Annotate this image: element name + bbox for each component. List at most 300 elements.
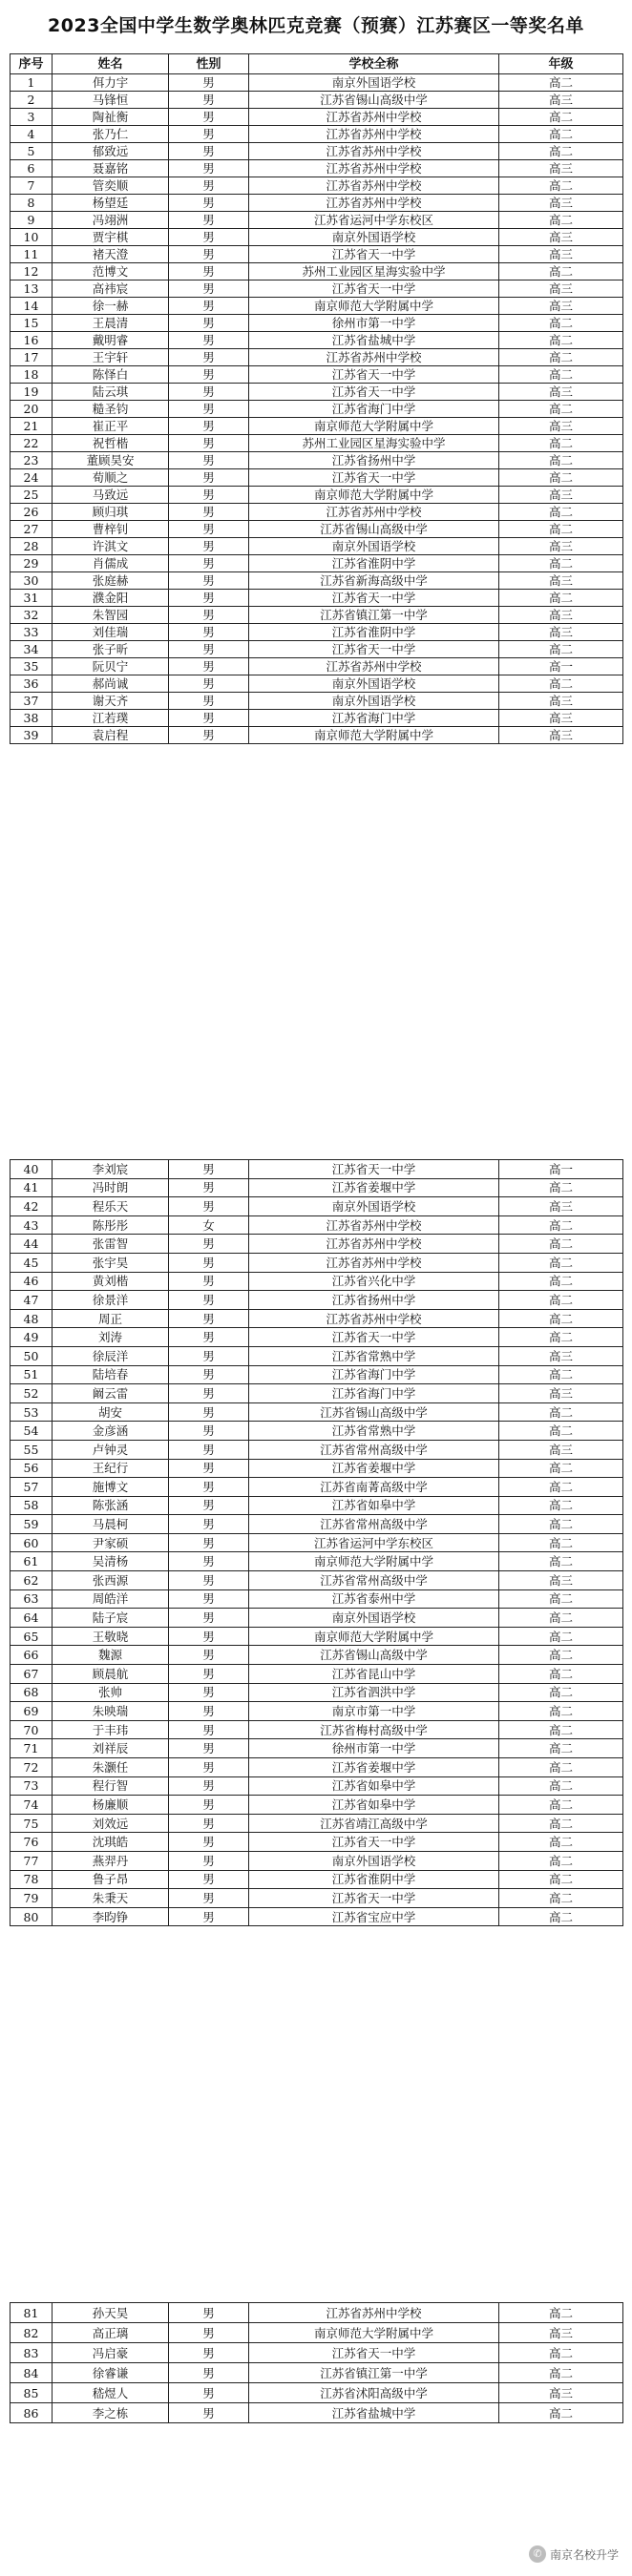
cell-gender: 男 — [169, 1402, 249, 1422]
cell-grade: 高二 — [499, 1833, 623, 1852]
cell-school: 徐州市第一中学 — [249, 315, 499, 332]
cell-school: 南京师范大学附属中学 — [249, 298, 499, 315]
table-row — [11, 727, 623, 744]
cell-serial: 55 — [11, 1440, 53, 1459]
cell-school: 南京外国语学校 — [249, 1609, 499, 1628]
cell-gender: 男 — [169, 298, 249, 315]
cell-school: 江苏省泗洪中学 — [249, 1683, 499, 1702]
cell-grade: 高三 — [499, 1197, 623, 1216]
cell-school: 江苏省苏州中学校 — [249, 504, 499, 521]
table-row — [11, 658, 623, 675]
cell-gender: 男 — [169, 366, 249, 384]
cell-grade: 高三 — [499, 229, 623, 246]
cell-grade: 高二 — [499, 177, 623, 195]
cell-school: 江苏省天一中学 — [249, 1889, 499, 1908]
cell-gender: 男 — [169, 1365, 249, 1384]
page-title: 2023全国中学生数学奥林匹克竞赛（预赛）江苏赛区一等奖名单 — [48, 15, 584, 36]
cell-school: 江苏省靖江高级中学 — [249, 1814, 499, 1833]
cell-name: 王宇轩 — [53, 349, 169, 366]
cell-school: 江苏省苏州中学校 — [249, 1309, 499, 1328]
cell-grade: 高三 — [499, 298, 623, 315]
table-row — [11, 109, 623, 126]
cell-gender: 男 — [169, 1833, 249, 1852]
cell-school: 江苏省盐城中学 — [249, 332, 499, 349]
cell-grade: 高二 — [499, 332, 623, 349]
cell-gender: 男 — [169, 2323, 249, 2343]
cell-name: 糙圣钧 — [53, 401, 169, 418]
cell-name: 郝尚诚 — [53, 675, 169, 693]
cell-name: 顾晨航 — [53, 1665, 169, 1684]
cell-school: 江苏省沭阳高级中学 — [249, 2383, 499, 2403]
cell-school: 江苏省海门中学 — [249, 710, 499, 727]
cell-serial: 42 — [11, 1197, 53, 1216]
cell-gender: 男 — [169, 401, 249, 418]
cell-gender: 男 — [169, 1758, 249, 1777]
cell-name: 聂嘉铭 — [53, 160, 169, 177]
cell-school: 江苏省天一中学 — [249, 641, 499, 658]
cell-serial: 37 — [11, 693, 53, 710]
cell-school: 江苏省如皋中学 — [249, 1796, 499, 1815]
cell-grade: 高二 — [499, 1253, 623, 1272]
cell-school: 苏州工业园区星海实验中学 — [249, 435, 499, 452]
cell-gender: 男 — [169, 452, 249, 469]
table-row — [11, 418, 623, 435]
cell-name: 谢天齐 — [53, 693, 169, 710]
cell-school: 江苏省苏州中学校 — [249, 195, 499, 212]
cell-name: 陶祉衡 — [53, 109, 169, 126]
cell-serial: 82 — [11, 2323, 53, 2343]
cell-gender: 男 — [169, 555, 249, 572]
cell-grade: 高三 — [499, 624, 623, 641]
table-row — [11, 229, 623, 246]
cell-serial: 28 — [11, 538, 53, 555]
cell-grade: 高二 — [499, 126, 623, 143]
cell-serial: 3 — [11, 109, 53, 126]
table-row — [11, 624, 623, 641]
cell-grade: 高二 — [499, 1702, 623, 1721]
cell-school: 江苏省苏州中学校 — [249, 160, 499, 177]
table-row — [11, 315, 623, 332]
cell-school: 江苏省天一中学 — [249, 1160, 499, 1179]
cell-grade: 高二 — [499, 1665, 623, 1684]
cell-gender: 男 — [169, 349, 249, 366]
cell-school: 江苏省常州高级中学 — [249, 1440, 499, 1459]
table-row — [11, 469, 623, 487]
cell-gender: 男 — [169, 1440, 249, 1459]
table-row — [11, 1646, 623, 1665]
cell-serial: 64 — [11, 1609, 53, 1628]
cell-serial: 16 — [11, 332, 53, 349]
cell-name: 佴力宇 — [53, 74, 169, 92]
cell-grade: 高二 — [499, 504, 623, 521]
cell-school: 江苏省兴化中学 — [249, 1272, 499, 1291]
wechat-icon: ✆ — [529, 2545, 546, 2563]
header-grade: 年级 — [499, 54, 623, 74]
cell-grade: 高三 — [499, 160, 623, 177]
cell-serial: 44 — [11, 1235, 53, 1254]
cell-grade: 高二 — [499, 2343, 623, 2363]
table-row — [11, 1870, 623, 1889]
cell-gender: 男 — [169, 504, 249, 521]
cell-gender: 男 — [169, 1272, 249, 1291]
award-table-part-2 — [10, 1159, 623, 1926]
cell-school: 江苏省锡山高级中学 — [249, 521, 499, 538]
cell-school: 江苏省天一中学 — [249, 246, 499, 263]
cell-serial: 53 — [11, 1402, 53, 1422]
cell-gender: 男 — [169, 1851, 249, 1870]
cell-grade: 高二 — [499, 349, 623, 366]
cell-name: 施博文 — [53, 1478, 169, 1497]
cell-school: 江苏省天一中学 — [249, 469, 499, 487]
cell-grade: 高二 — [499, 1365, 623, 1384]
cell-school: 江苏省姜堰中学 — [249, 1758, 499, 1777]
table-row — [11, 74, 623, 92]
table-row — [11, 1197, 623, 1216]
cell-grade: 高二 — [499, 2303, 623, 2323]
cell-gender: 男 — [169, 212, 249, 229]
cell-gender: 男 — [169, 1346, 249, 1365]
table-row — [11, 1796, 623, 1815]
cell-serial: 51 — [11, 1365, 53, 1384]
cell-serial: 86 — [11, 2403, 53, 2423]
table-row — [11, 1889, 623, 1908]
cell-serial: 27 — [11, 521, 53, 538]
cell-serial: 6 — [11, 160, 53, 177]
cell-name: 冯翊洲 — [53, 212, 169, 229]
cell-serial: 29 — [11, 555, 53, 572]
cell-gender: 男 — [169, 1253, 249, 1272]
cell-grade: 高三 — [499, 710, 623, 727]
cell-school: 江苏省运河中学东校区 — [249, 212, 499, 229]
cell-grade: 高二 — [499, 1609, 623, 1628]
award-table-part-1 — [10, 53, 623, 744]
cell-name: 王晨清 — [53, 315, 169, 332]
cell-name: 冯时朗 — [53, 1178, 169, 1197]
cell-name: 陈张涵 — [53, 1496, 169, 1515]
table-row — [11, 1459, 623, 1478]
cell-serial: 61 — [11, 1552, 53, 1571]
table-row — [11, 126, 623, 143]
cell-name: 鲁子昂 — [53, 1870, 169, 1889]
cell-name: 沈琪皓 — [53, 1833, 169, 1852]
cell-school: 江苏省运河中学东校区 — [249, 1533, 499, 1552]
table-row — [11, 177, 623, 195]
cell-gender: 男 — [169, 315, 249, 332]
cell-school: 江苏省扬州中学 — [249, 1291, 499, 1310]
cell-name: 李刘宸 — [53, 1160, 169, 1179]
cell-name: 张帅 — [53, 1683, 169, 1702]
table-row — [11, 280, 623, 298]
cell-gender: 男 — [169, 1178, 249, 1197]
cell-school: 南京外国语学校 — [249, 1851, 499, 1870]
cell-gender: 男 — [169, 1496, 249, 1515]
cell-name: 肖儒成 — [53, 555, 169, 572]
cell-school: 江苏省淮阴中学 — [249, 555, 499, 572]
table-row — [11, 1533, 623, 1552]
cell-gender: 男 — [169, 263, 249, 280]
cell-serial: 39 — [11, 727, 53, 744]
cell-serial: 45 — [11, 1253, 53, 1272]
cell-school: 江苏省昆山中学 — [249, 1665, 499, 1684]
award-table-part-3 — [10, 2302, 623, 2423]
cell-serial: 20 — [11, 401, 53, 418]
cell-name: 杨廉顺 — [53, 1796, 169, 1815]
table-header-row — [11, 54, 623, 74]
cell-gender: 男 — [169, 74, 249, 92]
cell-school: 江苏省天一中学 — [249, 280, 499, 298]
cell-gender: 男 — [169, 1665, 249, 1684]
cell-gender: 男 — [169, 1515, 249, 1534]
cell-gender: 男 — [169, 538, 249, 555]
cell-name: 马锋恒 — [53, 92, 169, 109]
cell-serial: 13 — [11, 280, 53, 298]
cell-serial: 5 — [11, 143, 53, 160]
cell-grade: 高二 — [499, 1889, 623, 1908]
cell-name: 王纪行 — [53, 1459, 169, 1478]
cell-gender: 男 — [169, 1776, 249, 1796]
cell-serial: 34 — [11, 641, 53, 658]
cell-name: 范博文 — [53, 263, 169, 280]
cell-school: 江苏省如皋中学 — [249, 1496, 499, 1515]
cell-name: 燕羿丹 — [53, 1851, 169, 1870]
cell-school: 江苏省天一中学 — [249, 1833, 499, 1852]
cell-serial: 75 — [11, 1814, 53, 1833]
cell-gender: 男 — [169, 1796, 249, 1815]
cell-school: 南京师范大学附属中学 — [249, 418, 499, 435]
cell-grade: 高二 — [499, 2403, 623, 2423]
cell-name: 郁致远 — [53, 143, 169, 160]
cell-gender: 男 — [169, 160, 249, 177]
table-row — [11, 1160, 623, 1179]
header-gender: 性别 — [169, 54, 249, 74]
cell-serial: 23 — [11, 452, 53, 469]
table-row — [11, 143, 623, 160]
cell-grade: 高二 — [499, 1328, 623, 1347]
cell-grade: 高三 — [499, 693, 623, 710]
cell-grade: 高二 — [499, 641, 623, 658]
cell-gender: 男 — [169, 2383, 249, 2403]
table-row — [11, 1851, 623, 1870]
cell-name: 管奕顺 — [53, 177, 169, 195]
cell-grade: 高二 — [499, 263, 623, 280]
cell-grade: 高三 — [499, 195, 623, 212]
table-row — [11, 1365, 623, 1384]
cell-grade: 高三 — [499, 384, 623, 401]
cell-serial: 74 — [11, 1796, 53, 1815]
cell-name: 周正 — [53, 1309, 169, 1328]
cell-school: 江苏省常熟中学 — [249, 1422, 499, 1441]
cell-name: 朱智园 — [53, 607, 169, 624]
cell-grade: 高二 — [499, 590, 623, 607]
cell-name: 陈彤彤 — [53, 1215, 169, 1235]
cell-name: 马致远 — [53, 487, 169, 504]
cell-grade: 高二 — [499, 109, 623, 126]
table-row — [11, 160, 623, 177]
cell-serial: 8 — [11, 195, 53, 212]
cell-school: 江苏省苏州中学校 — [249, 349, 499, 366]
cell-name: 徐景洋 — [53, 1291, 169, 1310]
cell-name: 阮贝宁 — [53, 658, 169, 675]
table-row — [11, 1683, 623, 1702]
cell-serial: 68 — [11, 1683, 53, 1702]
cell-serial: 11 — [11, 246, 53, 263]
cell-serial: 10 — [11, 229, 53, 246]
cell-gender: 男 — [169, 1197, 249, 1216]
cell-school: 江苏省苏州中学校 — [249, 2303, 499, 2323]
cell-serial: 78 — [11, 1870, 53, 1889]
cell-grade: 高三 — [499, 92, 623, 109]
cell-name: 马晨柯 — [53, 1515, 169, 1534]
table-row — [11, 195, 623, 212]
cell-gender: 男 — [169, 1309, 249, 1328]
cell-school: 江苏省常州高级中学 — [249, 1515, 499, 1534]
cell-serial: 26 — [11, 504, 53, 521]
cell-gender: 男 — [169, 1422, 249, 1441]
cell-serial: 19 — [11, 384, 53, 401]
cell-serial: 81 — [11, 2303, 53, 2323]
cell-grade: 高一 — [499, 1160, 623, 1179]
cell-school: 江苏省苏州中学校 — [249, 1253, 499, 1272]
cell-name: 朱映瑞 — [53, 1702, 169, 1721]
cell-serial: 54 — [11, 1422, 53, 1441]
table-row — [11, 1739, 623, 1758]
cell-serial: 24 — [11, 469, 53, 487]
cell-serial: 85 — [11, 2383, 53, 2403]
cell-serial: 71 — [11, 1739, 53, 1758]
cell-name: 祝哲楷 — [53, 435, 169, 452]
cell-school: 江苏省天一中学 — [249, 590, 499, 607]
cell-serial: 63 — [11, 1589, 53, 1609]
cell-name: 周皓洋 — [53, 1589, 169, 1609]
cell-grade: 高三 — [499, 280, 623, 298]
cell-grade: 高二 — [499, 452, 623, 469]
cell-name: 陆培春 — [53, 1365, 169, 1384]
cell-name: 高正璃 — [53, 2323, 169, 2343]
cell-school: 江苏省苏州中学校 — [249, 658, 499, 675]
cell-gender: 男 — [169, 1160, 249, 1179]
cell-name: 金彦涵 — [53, 1422, 169, 1441]
table-row — [11, 1402, 623, 1422]
table-row — [11, 1627, 623, 1646]
table-row — [11, 263, 623, 280]
cell-name: 徐一赫 — [53, 298, 169, 315]
cell-grade: 高二 — [499, 1627, 623, 1646]
table-row — [11, 538, 623, 555]
cell-name: 戴明睿 — [53, 332, 169, 349]
cell-school: 江苏省海门中学 — [249, 1365, 499, 1384]
cell-grade: 高二 — [499, 1851, 623, 1870]
header-school: 学校全称 — [249, 54, 499, 74]
table-row — [11, 1235, 623, 1254]
cell-school: 南京师范大学附属中学 — [249, 487, 499, 504]
cell-serial: 43 — [11, 1215, 53, 1235]
cell-grade: 高三 — [499, 246, 623, 263]
cell-serial: 35 — [11, 658, 53, 675]
cell-gender: 男 — [169, 1459, 249, 1478]
cell-name: 陈怿白 — [53, 366, 169, 384]
table-row — [11, 1833, 623, 1852]
cell-gender: 男 — [169, 195, 249, 212]
cell-school: 江苏省常熟中学 — [249, 1346, 499, 1365]
cell-school: 江苏省宝应中学 — [249, 1907, 499, 1926]
cell-gender: 男 — [169, 1907, 249, 1926]
cell-name: 冯启豪 — [53, 2343, 169, 2363]
cell-name: 刘佳瑞 — [53, 624, 169, 641]
cell-grade: 高二 — [499, 1796, 623, 1815]
cell-name: 许淇文 — [53, 538, 169, 555]
cell-name: 陆子宸 — [53, 1609, 169, 1628]
cell-school: 江苏省淮阴中学 — [249, 624, 499, 641]
cell-gender: 男 — [169, 1720, 249, 1739]
watermark — [529, 2545, 619, 2563]
cell-grade: 高三 — [499, 607, 623, 624]
cell-serial: 72 — [11, 1758, 53, 1777]
cell-gender: 男 — [169, 384, 249, 401]
cell-gender: 男 — [169, 658, 249, 675]
cell-name: 刘效远 — [53, 1814, 169, 1833]
cell-serial: 12 — [11, 263, 53, 280]
cell-school: 南京外国语学校 — [249, 74, 499, 92]
cell-grade: 高二 — [499, 435, 623, 452]
cell-grade: 高二 — [499, 1683, 623, 1702]
cell-gender: 男 — [169, 590, 249, 607]
table-row — [11, 487, 623, 504]
cell-school: 南京师范大学附属中学 — [249, 2323, 499, 2343]
cell-school: 江苏省海门中学 — [249, 401, 499, 418]
cell-gender: 男 — [169, 572, 249, 590]
table-row — [11, 92, 623, 109]
cell-grade: 高二 — [499, 1646, 623, 1665]
cell-gender: 男 — [169, 143, 249, 160]
table-row — [11, 1571, 623, 1590]
cell-name: 曹梓钊 — [53, 521, 169, 538]
cell-serial: 62 — [11, 1571, 53, 1590]
table-row — [11, 366, 623, 384]
cell-gender: 男 — [169, 229, 249, 246]
cell-gender: 男 — [169, 2403, 249, 2423]
cell-name: 张乃仁 — [53, 126, 169, 143]
cell-name: 顾归琪 — [53, 504, 169, 521]
cell-school: 南京师范大学附属中学 — [249, 1627, 499, 1646]
cell-school: 江苏省苏州中学校 — [249, 109, 499, 126]
cell-name: 徐辰洋 — [53, 1346, 169, 1365]
cell-grade: 高一 — [499, 658, 623, 675]
cell-school: 江苏省盐城中学 — [249, 2403, 499, 2423]
cell-name: 王敬晓 — [53, 1627, 169, 1646]
cell-school: 江苏省苏州中学校 — [249, 126, 499, 143]
cell-serial: 65 — [11, 1627, 53, 1646]
table-row — [11, 2303, 623, 2323]
cell-serial: 40 — [11, 1160, 53, 1179]
table-row — [11, 1346, 623, 1365]
cell-school: 南京外国语学校 — [249, 675, 499, 693]
cell-school: 苏州工业园区星海实验中学 — [249, 263, 499, 280]
cell-name: 贾宇棋 — [53, 229, 169, 246]
cell-grade: 高二 — [499, 1552, 623, 1571]
table-row — [11, 1720, 623, 1739]
table-row — [11, 1422, 623, 1441]
cell-name: 濮金阳 — [53, 590, 169, 607]
cell-serial: 25 — [11, 487, 53, 504]
cell-serial: 66 — [11, 1646, 53, 1665]
cell-name: 阚云雷 — [53, 1384, 169, 1403]
cell-serial: 14 — [11, 298, 53, 315]
header-serial: 序号 — [11, 54, 53, 74]
cell-name: 董顾昊安 — [53, 452, 169, 469]
cell-grade: 高二 — [499, 675, 623, 693]
cell-grade: 高二 — [499, 1402, 623, 1422]
cell-serial: 46 — [11, 1272, 53, 1291]
